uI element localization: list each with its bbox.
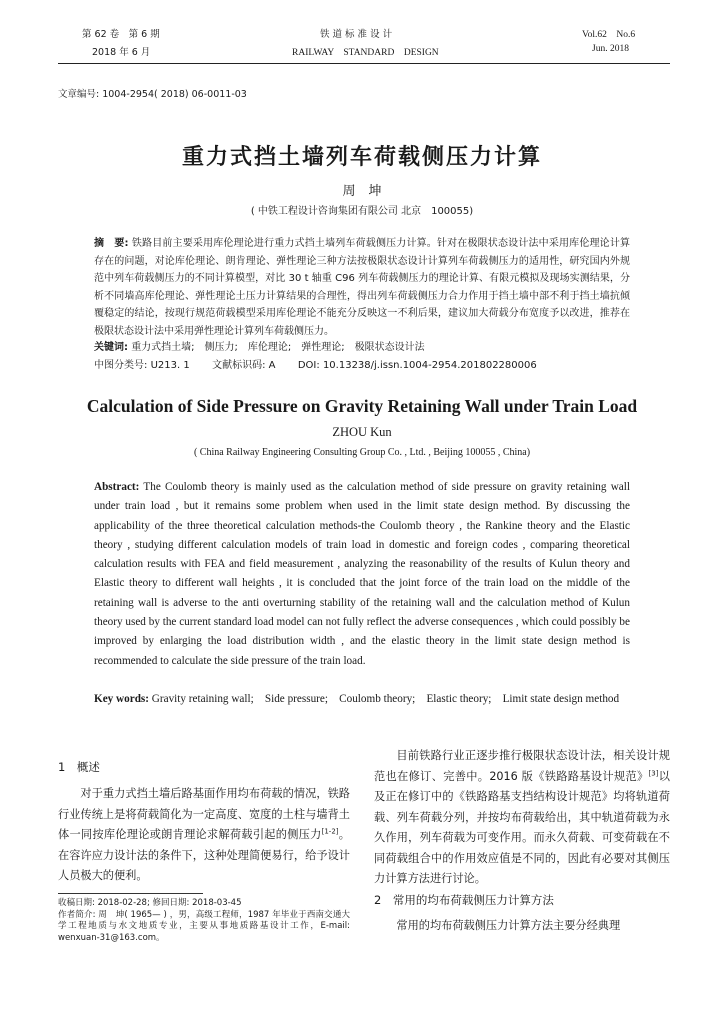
article-number: 文章编号: 1004-2954( 2018) 06-0011-03 bbox=[58, 89, 247, 100]
footnote-author-intro: 作者简介: 周 坤( 1965— ) ，男，高级工程师，1987 年毕业于西南交通大学工程地质与水文地质专业，主要从事地质路基设计工作，E-mail: wenxuan-31@163.com。 bbox=[58, 909, 350, 943]
author-en: ZHOU Kun bbox=[332, 425, 392, 439]
section-1-heading: 1 概述 bbox=[58, 760, 100, 774]
section-1-text-a: 对于重力式挡土墙后路基面作用均布荷载的情况，铁路行业传统上是将荷载简化为一定高度、宽度的土柱与墙背土体一同按库伦理论或朗肯理论求解荷载引起的侧压力 bbox=[58, 787, 350, 841]
affiliation-en: ( China Railway Engineering Consulting Group Co. , Ltd. , Beijing 100055 , China) bbox=[193, 447, 531, 458]
author-cn: 周 坤 bbox=[342, 184, 382, 199]
title-cn: 重力式挡土墙列车荷载侧压力计算 bbox=[181, 145, 542, 170]
abstract-cn-label: 摘 要: bbox=[94, 238, 129, 249]
abstract-cn bbox=[94, 235, 630, 340]
right-para-a-text-b: 以及正在修订中的《铁路路基支挡结构设计规范》均将轨道荷载、列车荷载分列，并按均布荷载给出，其中轨道荷载为永久作用，列车荷载为可变作用。而永久荷载、可变荷载在不同荷载组合中的作用效应值是不同的，因此有必要对其侧压力计算方法进行讨论。 bbox=[374, 769, 670, 885]
right-column-paragraph-a bbox=[374, 746, 670, 890]
section-1-text-b: 。在容许应力设计法的条件下，这种处理简便易行，给予设计人员极大的便利。 bbox=[58, 828, 350, 882]
footnote bbox=[58, 898, 350, 944]
keywords-cn-label: 关键词: bbox=[94, 342, 128, 353]
section-2-heading: 2 常用的均布荷载侧压力计算方法 bbox=[374, 893, 554, 907]
affiliation-cn: ( 中铁工程设计咨询集团有限公司 北京 100055) bbox=[250, 206, 474, 217]
abstract-en-label: Abstract: bbox=[94, 481, 140, 493]
footnote-received: 收稿日期: 2018-02-28; 修回日期: 2018-03-45 bbox=[58, 898, 242, 908]
title-en: Calculation of Side Pressure on Gravity Retaining Wall under Train Load bbox=[86, 396, 638, 416]
header-volume-issue-en: Vol.62 No.6 bbox=[582, 30, 636, 40]
header-date-cn: 2018 年 6 月 bbox=[92, 47, 151, 58]
abstract-cn-text: 铁路目前主要采用库伦理论进行重力式挡土墙列车荷载侧压力计算。针对在极限状态设计法中采用库伦理论计算存在的问题，对论库伦理论、朗肯理论、弹性理论三种方法按极限状态设计计算列车荷载侧压力的适用性，研究国内外规范中列车荷载侧压力的不同计算模型，对比 30 t 轴重 C96 列车荷载侧压力的理论计算、有限元模拟及现场实测结果，分析不同墙高库伦理论、弹性理论土压力计算结果的合理性，得出列车荷载侧压力合力作用于挡土墙中部不利于挡土墙抗倾覆稳定的结论，按现行规范荷载模型采用库伦理论不能充分反映这一不利后果，建议加大荷载分布宽度予以改进，推荐在极限状态设计法中采用弹性理论计算列车荷载侧压力。 bbox=[94, 238, 631, 337]
keywords-en-label: Key words: bbox=[94, 693, 149, 705]
section-1-paragraph bbox=[58, 784, 350, 887]
doi-value: 10.13238/j.issn.1004-2954.201802280006 bbox=[322, 360, 537, 371]
doc-code-label: 文献标识码: bbox=[212, 360, 266, 371]
right-para-a-text-a: 目前铁路行业正逐步推行极限状态设计法，相关设计规范也在修订、完善中。2016 版《铁路路基设计规范》 bbox=[374, 749, 670, 783]
header-volume-issue-cn: 第 62 卷 第 6 期 bbox=[82, 29, 160, 40]
keywords-cn-text: 重力式挡土墙; 侧压力; 库伦理论; 弹性理论; 极限状态设计法 bbox=[131, 342, 425, 353]
doi-label: DOI: bbox=[297, 360, 320, 371]
citation-1-2: [1-2] bbox=[321, 827, 339, 836]
clc-label: 中图分类号: bbox=[94, 360, 148, 371]
header-journal-cn: 铁 道 标 准 设 计 bbox=[320, 29, 393, 40]
abstract-en-text: The Coulomb theory is mainly used as the calculation method of side pressure on gravity retaining wall under train load , but it remains some problem when used in the limit state design method. By discussing the applicability of the three theoretical calculation methods-the Coulomb theory , the Rankine theory and the Elastic theory , studying different calculation models of train load in domestic and foreign codes , comparing theoretical calculation results with FEA and field measurement , analyzing the reasonability of the results of Kulun theory and Elastic theory to different wall heights , it is concluded that the joint force of the train load on the middle of the retaining wall is adverse to the anti overturning stability of the retaining wall and the calculation method of Kulun theory used by the current standard load model can not fully reflect the adverse consequences , which could possibly be improved by enlarging the load distribution width , and the elastic theory in the limit state design method is recommended to calculate the side pressure of the train load. bbox=[94, 481, 630, 667]
keywords-cn bbox=[94, 339, 630, 357]
clc-value: U213. 1 bbox=[150, 360, 190, 371]
header-journal-en: RAILWAY STANDARD DESIGN bbox=[292, 48, 439, 58]
citation-3: [3] bbox=[648, 768, 659, 777]
doc-code-value: A bbox=[268, 360, 276, 371]
header-date-en: Jun. 2018 bbox=[592, 44, 629, 54]
classification-cn bbox=[94, 357, 630, 375]
header-rule bbox=[58, 63, 670, 64]
section-2-paragraph: 常用的均布荷载侧压力计算方法主要分经典理 bbox=[396, 919, 621, 932]
keywords-en-text: Gravity retaining wall; Side pressure; Coulomb theory; Elastic theory; Limit state design method bbox=[151, 693, 620, 705]
abstract-en bbox=[94, 478, 630, 671]
footnote-rule bbox=[58, 893, 203, 894]
keywords-en bbox=[94, 690, 630, 709]
